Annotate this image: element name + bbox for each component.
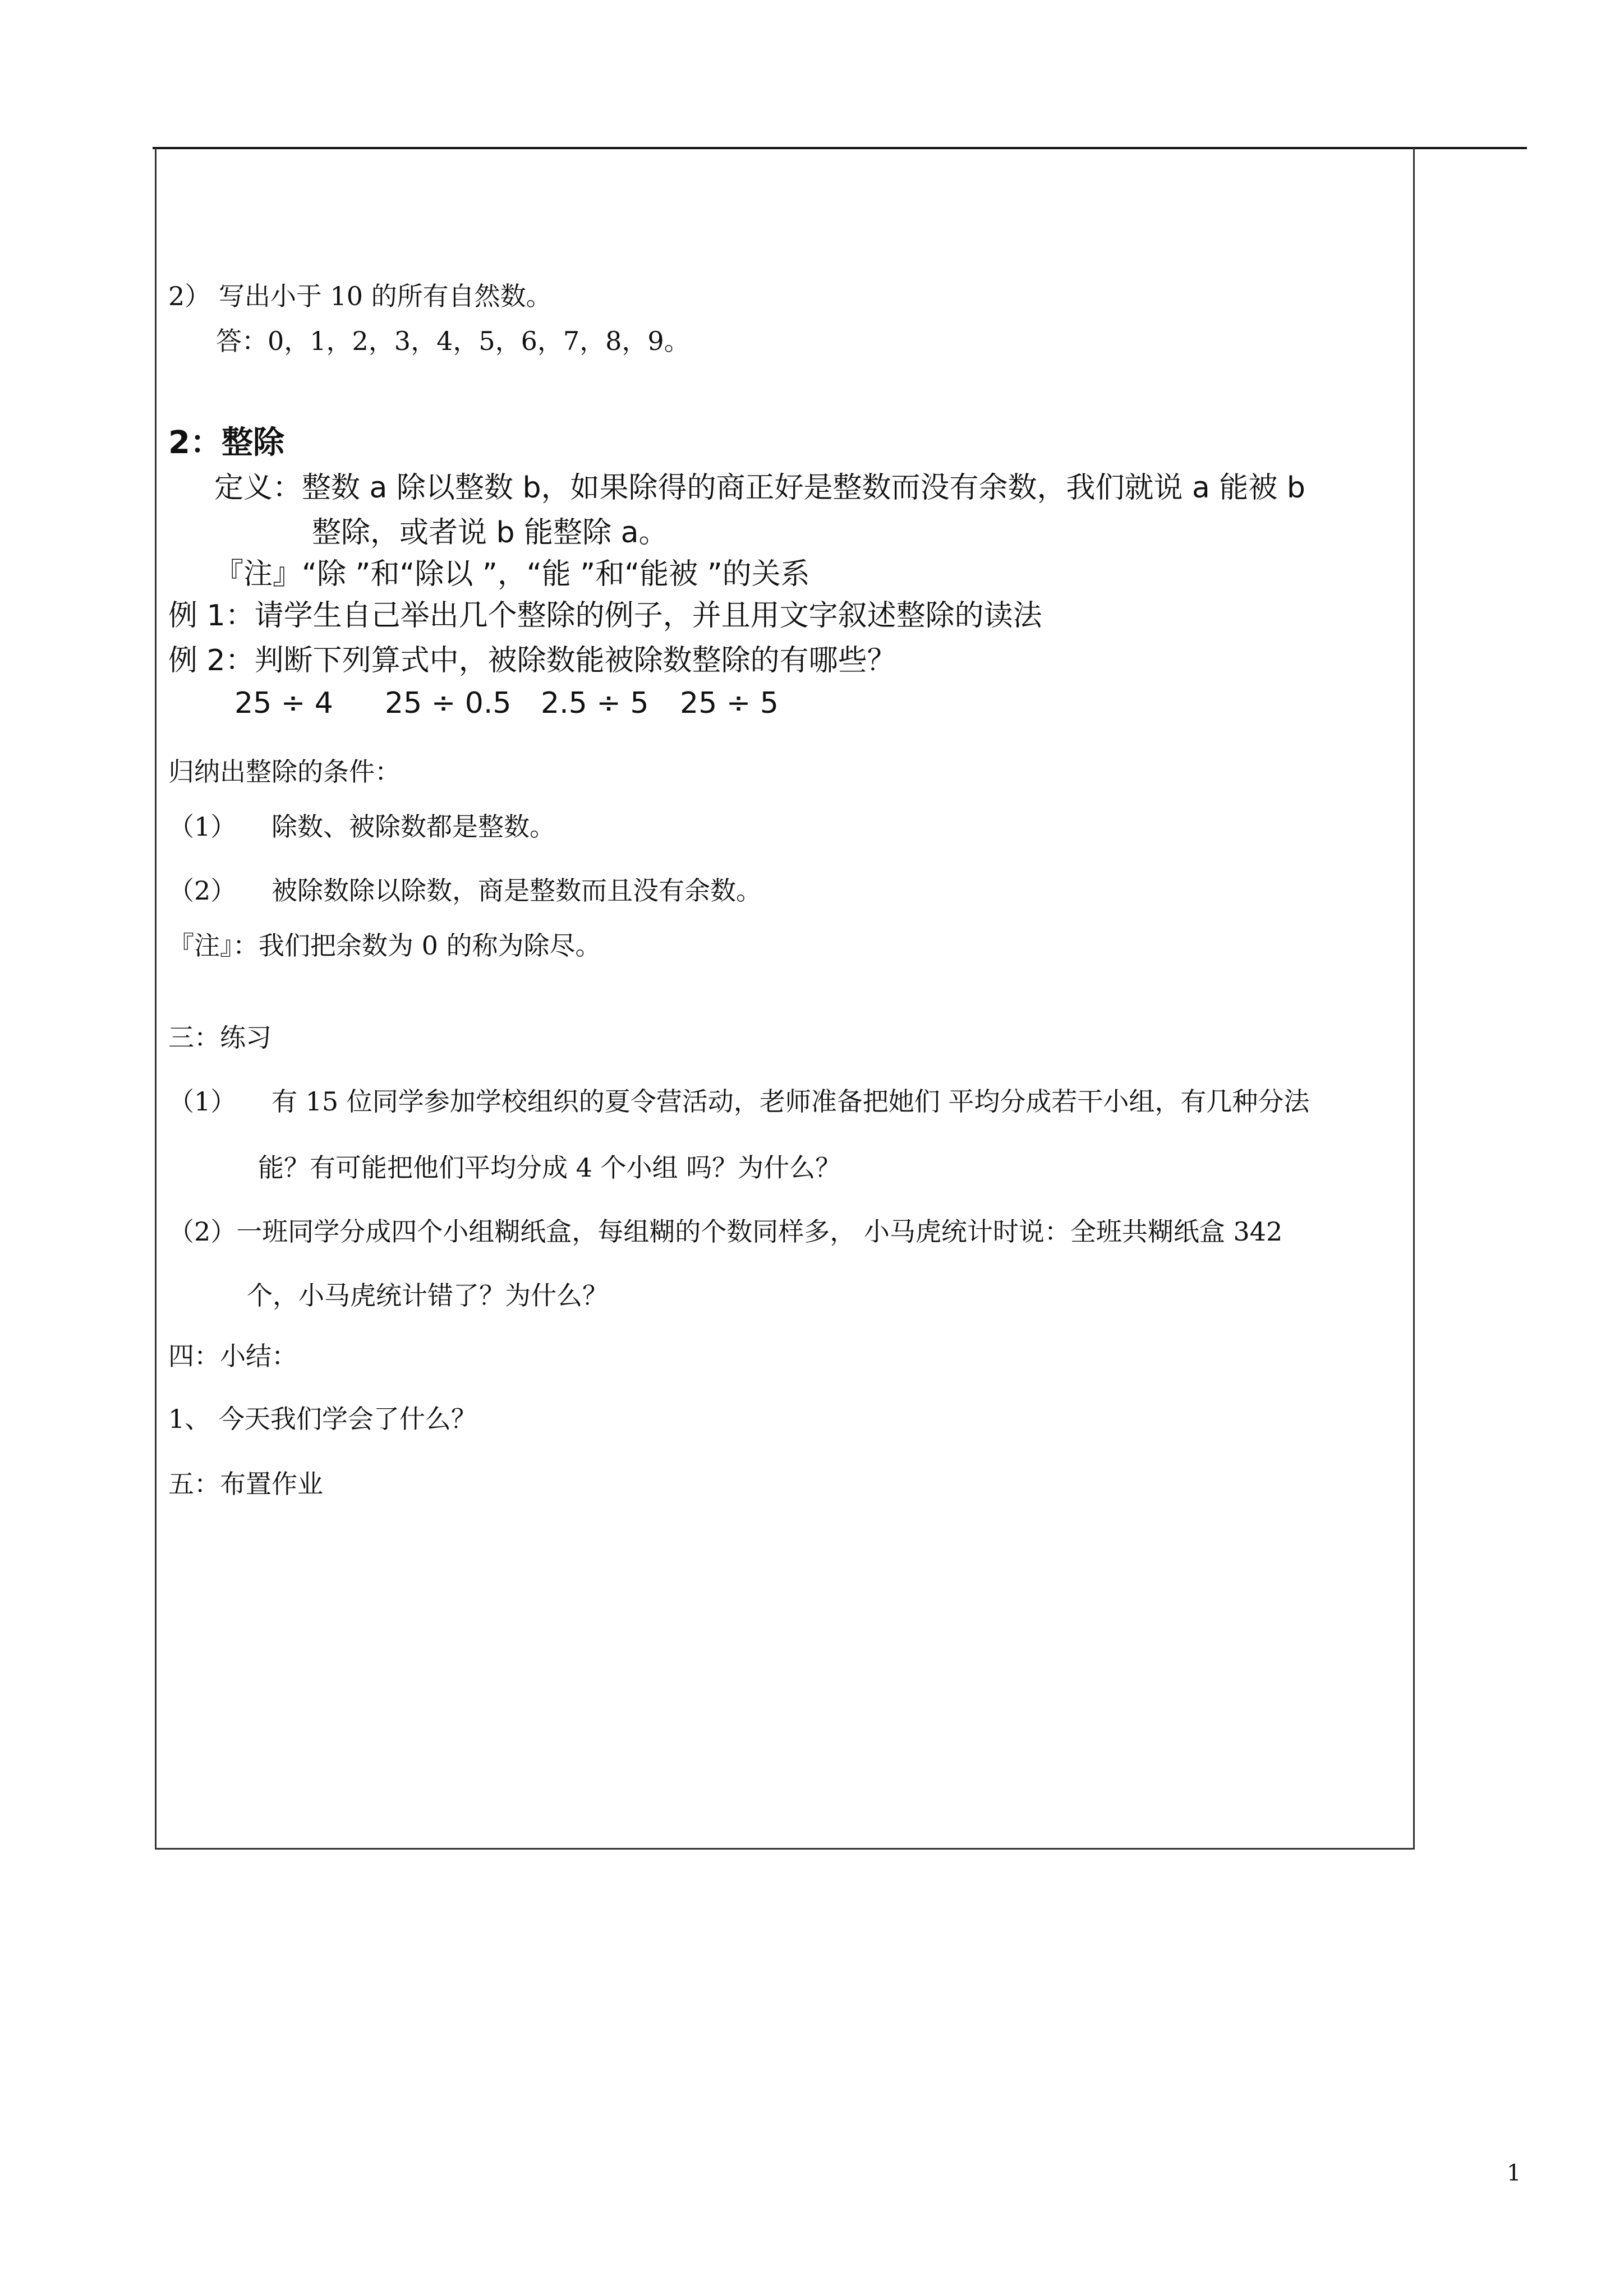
exercise-2-line-1: （2）一班同学分成四个小组糊纸盒，每组糊的个数同样多， 小马虎统计时说：全班共糊纸盒 342 [168,1216,1283,1247]
definition-line-2: 整除，或者说 b 能整除 a。 [312,516,668,550]
example-2: 例 2：判断下列算式中，被除数能被除数整除的有哪些？ [168,644,896,677]
section-heading-homework: 五：布置作业 [168,1469,323,1499]
exercise-1-line-2: 能？有可能把他们平均分成 4 个小组 吗？为什么？ [258,1152,841,1183]
definition-line-1: 定义：整数 a 除以整数 b，如果除得的商正好是整数而没有余数，我们就说 a 能被 b [214,471,1305,505]
summary-item-1: 1、 今天我们学会了什么？ [168,1404,477,1434]
exercise-2-line-2: 个，小马虎统计错了？为什么？ [247,1280,608,1311]
note-exact-division: 『注』：我们把余数为 0 的称为除尽。 [168,930,601,961]
note-relation: 『注』“除 ”和“除以 ”，“能 ”和“能被 ”的关系 [214,557,810,591]
expression-1: 25 ÷ 4 [234,686,333,720]
question-2: 2） 写出小于 10 的所有自然数。 [168,281,552,311]
question-2-answer: 答：0，1，2，3，4，5，6，7，8，9。 [216,326,690,356]
content-box [155,148,1415,1850]
section-heading-practice: 三：练习 [168,1022,272,1053]
exercise-1-line-1: 有 15 位同学参加学校组织的夏令营活动，老师准备把她们 平均分成若干小组，有几种分法 [272,1086,1310,1117]
condition-2-number: （2） [168,875,237,906]
exercise-1-number: （1） [168,1086,237,1117]
expression-4: 25 ÷ 5 [680,686,779,720]
condition-2-text: 被除数除以除数，商是整数而且没有余数。 [272,875,762,906]
page-number: 1 [1507,2160,1521,2186]
example-1: 例 1：请学生自己举出几个整除的例子，并且用文字叙述整除的读法 [168,599,1042,633]
conditions-title: 归纳出整除的条件： [168,757,401,787]
section-heading-divisibility: 2：整除 [168,425,284,461]
expression-2: 25 ÷ 0.5 [385,686,512,720]
condition-1-number: （1） [168,812,237,842]
section-heading-summary: 四：小结： [168,1341,297,1371]
condition-1-text: 除数、被除数都是整数。 [272,812,555,842]
expression-3: 2.5 ÷ 5 [541,686,649,720]
